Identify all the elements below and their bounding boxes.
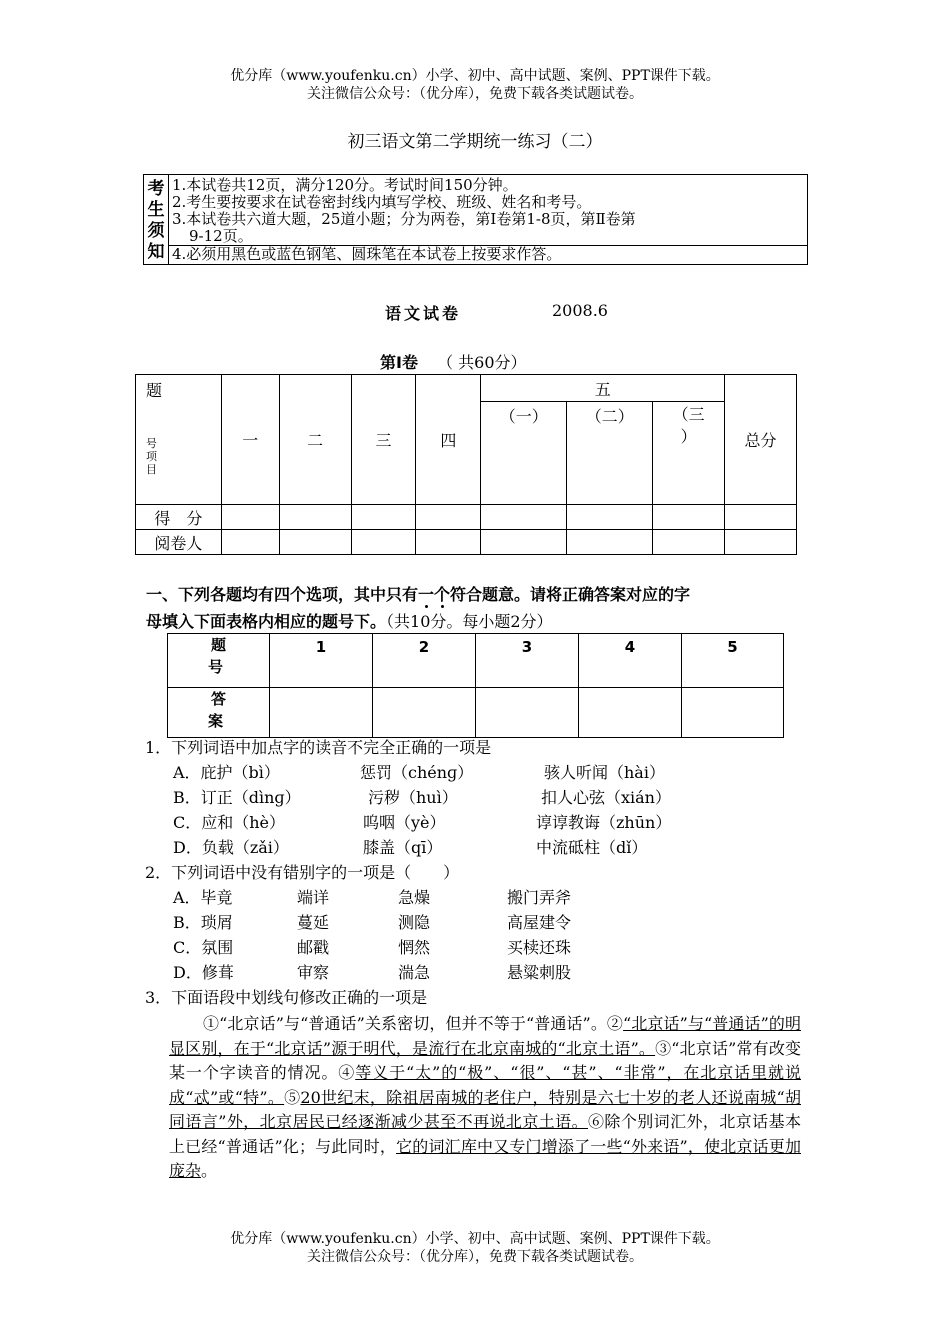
q1-option: 呜咽（yè）: [363, 813, 446, 832]
q3-stem: 3．下面语段中划线句修改正确的一项是: [145, 988, 428, 1007]
grader-cell[interactable]: [725, 530, 797, 555]
q2-option: 审察: [297, 963, 330, 982]
score-table: [135, 374, 797, 555]
passage-sentence: ①“北京话”与“普通话”关系密切，但并不等于“普通话”。②: [203, 1014, 624, 1033]
q2-option: 悬粱刺股: [507, 963, 572, 982]
notice-item: 4.必须用黑色或蓝色钢笔、圆珠笔在本试卷上按要求作答。: [169, 245, 807, 264]
volume-title: 第Ⅰ卷: [380, 353, 418, 372]
question-number: 2: [373, 634, 476, 688]
q1-option: 膝盖（qī）: [363, 838, 443, 857]
notice-item: 1.本试卷共12页，满分120分。考试时间150分钟。: [172, 176, 518, 194]
answer-cell[interactable]: [682, 688, 784, 738]
grader-cell[interactable]: [481, 530, 567, 555]
notice-item: 2.考生要按要求在试卷密封线内填写学校、班级、姓名和考号。: [172, 193, 592, 211]
col-header-3: 三: [351, 375, 416, 505]
q1-option: 惩罚（chénɡ）: [360, 763, 474, 782]
grader-cell[interactable]: [416, 530, 481, 555]
answer-table: [167, 633, 784, 738]
q2-option: 湍急: [398, 963, 431, 982]
col-header-2: 二: [279, 375, 351, 505]
grader-cell[interactable]: [567, 530, 653, 555]
answer-cell[interactable]: [373, 688, 476, 738]
underlined-sentence: 20世纪末，除祖居南城的老住户，特别是六七十岁的老人还说南城“胡同语言”外，北京居民已经逐渐减少甚至不再说北京土语。: [169, 1087, 801, 1131]
header-line-1: 优分库（www.youfenku.cn）小学、初中、高中试题、案例、PPT课件下载。: [230, 68, 720, 84]
col-header-1: 一: [221, 375, 279, 505]
score-cell[interactable]: [279, 505, 351, 530]
notice-items: [169, 175, 808, 265]
row-label-grader: 阅卷人: [136, 530, 222, 555]
underlined-sentence: 它的词汇库中又专门增添了一些“外来语”，使北京话更加庞杂: [169, 1136, 801, 1180]
col-sub-2: （二）: [567, 402, 653, 505]
col-header-5: 五: [481, 375, 725, 402]
paper-title: 语文试卷: [385, 304, 462, 323]
col-sub-3-line: （三: [672, 405, 705, 425]
question-number: 4: [579, 634, 682, 688]
passage-sentence: ⑥除个别词汇外，北京话基本上已经“普通话”化；与此同时，: [169, 1112, 801, 1156]
corner-char: 目: [146, 463, 157, 476]
notice-label-char: 生: [147, 199, 165, 220]
q2-option: 测隐: [398, 913, 431, 932]
q2-option: D．修葺: [173, 963, 234, 982]
q2-option: C．氛围: [173, 938, 234, 957]
volume-heading: [380, 350, 527, 373]
label-char: 号: [208, 658, 224, 676]
exam-title: 初三语文第二学期统一练习（二）: [347, 132, 603, 152]
col-sub-3-line: ）: [680, 427, 697, 447]
score-cell[interactable]: [725, 505, 797, 530]
grader-cell[interactable]: [351, 530, 416, 555]
section1-heading: [146, 581, 806, 635]
q1-option: 骇人听闻（hài）: [544, 763, 665, 782]
answer-cell[interactable]: [579, 688, 682, 738]
row-label-score: 得 分: [136, 505, 222, 530]
q2-option: 搬门弄斧: [507, 888, 572, 907]
score-cell[interactable]: [481, 505, 567, 530]
q2-option: 邮戳: [297, 938, 330, 957]
question-number: 3: [476, 634, 579, 688]
notice-label-char: 知: [147, 241, 165, 262]
answer-table-row2-label: [168, 688, 270, 738]
q2-option: 买椟还珠: [507, 938, 572, 957]
corner-top: 题: [146, 381, 163, 400]
notice-item: 3.本试卷共六道大题，25道小题；分为两卷，第Ⅰ卷第1-8页，第Ⅱ卷第: [172, 210, 636, 228]
grader-cell[interactable]: [279, 530, 351, 555]
q1-option: 扣人心弦（xián）: [541, 788, 671, 807]
col-header-4: 四: [416, 375, 481, 505]
grader-cell[interactable]: [653, 530, 725, 555]
volume-score: （ 共60分）: [437, 353, 527, 372]
answer-table-row1-label: [168, 634, 270, 688]
section1-dot-char: 一: [418, 585, 435, 604]
q2-option: 高屋建令: [507, 913, 572, 932]
footer-line-2: 关注微信公众号：（优分库），免费下载各类试题试卷。: [307, 1249, 643, 1265]
corner-bottom: [146, 437, 157, 476]
q3-passage: [169, 1012, 801, 1184]
answer-cell[interactable]: [476, 688, 579, 738]
section1-title-c: 母填入下面表格内相应的题号下。: [146, 612, 387, 631]
section1-title-b: 符合题意。请将正确答案对应的字: [450, 585, 691, 604]
passage-sentence: ⑤: [284, 1087, 301, 1107]
section1-dot-char: 个: [434, 585, 451, 604]
q1-option: D．负载（zǎi）: [173, 838, 289, 857]
passage-sentence: ③“北京话”常有改变某一个字读音的情况。④: [169, 1038, 801, 1082]
score-cell[interactable]: [653, 505, 725, 530]
score-cell[interactable]: [567, 505, 653, 530]
passage-sentence: 。: [201, 1161, 218, 1180]
section1-title-a: 一、下列各题均有四个选项，其中只有: [146, 585, 419, 604]
col-sub-3: [653, 402, 725, 505]
score-table-corner: [136, 375, 222, 505]
q2-stem: 2．下列词语中没有错别字的一项是（ ）: [145, 863, 460, 882]
header-line-2: 关注微信公众号：（优分库），免费下载各类试题试卷。: [307, 86, 643, 102]
corner-char: 号: [146, 437, 157, 450]
q1-option: 谆谆教诲（zhūn）: [536, 813, 672, 832]
q2-option: B．琐屑: [173, 913, 233, 932]
label-char: 答: [210, 690, 226, 708]
label-char: 题: [210, 636, 226, 654]
notice-label: [144, 175, 169, 265]
q2-option: 蔓延: [297, 913, 330, 932]
q1-option: A．庇护（bì）: [173, 763, 280, 782]
question-number: 5: [682, 634, 784, 688]
q1-option: C．应和（hè）: [173, 813, 286, 832]
question-number: 1: [270, 634, 373, 688]
col-header-total: 总分: [725, 375, 797, 505]
answer-cell[interactable]: [270, 688, 373, 738]
underlined-sentence: “北京话”与“普通话”的明显区别，在于“北京话”源于明代，是流行在北京南城的“北京土语”。: [169, 1014, 801, 1058]
notice-item: 9-12页。: [189, 227, 253, 245]
q1-stem: 1．下列词语中加点字的读音不完全正确的一项是: [145, 738, 492, 757]
q1-option: B．订正（dìnɡ）: [173, 788, 301, 807]
footer-line-1: 优分库（www.youfenku.cn）小学、初中、高中试题、案例、PPT课件下载。: [230, 1231, 720, 1247]
paper-date: 2008.6: [552, 301, 608, 320]
grader-cell[interactable]: [221, 530, 279, 555]
q1-option: 污秽（huì）: [368, 788, 458, 807]
q2-option: A．毕竟: [173, 888, 233, 907]
label-char: 案: [208, 712, 224, 730]
score-cell[interactable]: [351, 505, 416, 530]
corner-char: 项: [146, 450, 157, 463]
notice-label-char: 考: [147, 178, 165, 199]
score-cell[interactable]: [221, 505, 279, 530]
section1-score-note: （共10分。每小题2分）: [386, 612, 553, 631]
q2-option: 惘然: [398, 938, 431, 957]
score-cell[interactable]: [416, 505, 481, 530]
notice-box: [143, 174, 808, 265]
notice-label-char: 须: [147, 220, 165, 241]
col-sub-1: （一）: [481, 402, 567, 505]
q2-option: 端详: [297, 888, 330, 907]
q1-option: 中流砥柱（dǐ）: [536, 838, 648, 857]
q2-option: 急燥: [398, 888, 431, 907]
underlined-sentence: 等义于“太”的“极”、“很”、“甚”、“非常”，在北京话里就说成“忒”或“特”。: [169, 1063, 801, 1107]
